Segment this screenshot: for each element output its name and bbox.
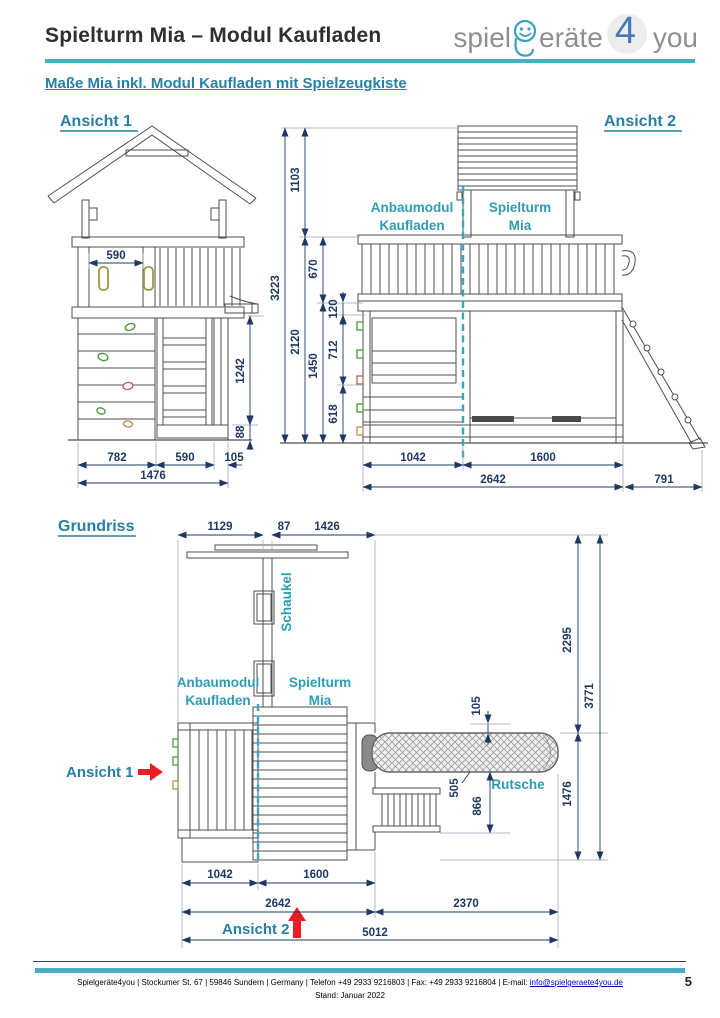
grab-handle — [622, 251, 635, 275]
footer-stand-line: Stand: Januar 2022 — [315, 991, 385, 1000]
dim-2295: 2295 — [562, 627, 574, 653]
ansicht1-reference-label: Ansicht 1 — [66, 764, 134, 781]
door-handle-right — [144, 267, 153, 290]
dim-1042: 1042 — [400, 452, 426, 464]
climbing-hold-icon — [96, 407, 106, 416]
dim-782: 782 — [107, 452, 127, 464]
module-label-kaufladen: Kaufladen — [379, 218, 445, 233]
climbing-hold-icon — [122, 382, 133, 391]
dim-590-bottom: 590 — [175, 452, 195, 464]
door-handle-left — [99, 267, 108, 290]
dim-5012: 5012 — [362, 927, 388, 939]
schaukel-label: Schaukel — [279, 572, 294, 632]
module-label-mia: Mia — [508, 218, 532, 233]
ansicht2-view — [270, 113, 708, 492]
dim-3771: 3771 — [584, 683, 596, 709]
dim-1129: 1129 — [207, 521, 233, 533]
footer-contact-line — [0, 978, 700, 987]
dim-3223: 3223 — [270, 275, 282, 301]
ansicht2-reference-label: Ansicht 2 — [222, 921, 290, 938]
dim-105: 105 — [224, 452, 244, 464]
climbing-holds — [96, 322, 136, 427]
ladder-top-view — [373, 788, 440, 832]
counter-bracket — [230, 296, 258, 304]
ansicht1-railing — [160, 248, 240, 306]
counter-shelf — [225, 304, 258, 313]
access-ladder — [622, 307, 705, 449]
dim-712: 712 — [328, 340, 340, 360]
logo-text-spiel: spiel — [453, 22, 512, 53]
logo-four: 4 — [607, 14, 647, 56]
ansicht1-label: Ansicht 1 — [60, 113, 133, 130]
dim-105-gap: 105 — [471, 696, 483, 716]
module-label-anbaumodul: Anbaumodul — [176, 675, 260, 690]
dim-2370: 2370 — [453, 898, 479, 910]
footer-top-line — [33, 961, 686, 962]
footer-email-link[interactable]: info@spielgeraete4you.de — [529, 978, 623, 987]
dim-866: 866 — [472, 796, 484, 816]
dim-2642: 2642 — [265, 898, 291, 910]
ansicht2-balusters — [362, 244, 614, 294]
dim-590-opening: 590 — [106, 250, 126, 262]
dim-791: 791 — [654, 474, 674, 486]
dim-618: 618 — [328, 404, 340, 424]
ansicht1-view — [48, 113, 264, 488]
dim-120: 120 — [328, 299, 340, 319]
logo-text-you: you — [652, 22, 698, 53]
ansicht1-structure — [48, 126, 258, 440]
dim-87: 87 — [277, 521, 291, 533]
grundriss-view — [58, 518, 608, 948]
ansicht1-dim-labels — [106, 250, 247, 482]
ansicht2-structure — [280, 126, 708, 449]
dim-1426: 1426 — [314, 521, 340, 533]
module-label-spielturm: Spielturm — [488, 200, 552, 215]
climbing-hold-icon — [97, 352, 108, 361]
dim-670: 670 — [308, 259, 320, 279]
page-number: 5 — [684, 974, 692, 989]
dim-88: 88 — [235, 425, 247, 439]
subtitle: Maße Mia inkl. Modul Kaufladen mit Spielzeugkiste — [45, 75, 407, 92]
grundriss-edge-holds — [173, 739, 178, 789]
dim-1242: 1242 — [235, 358, 247, 384]
module-label-anbaumodul: Anbaumodul — [370, 200, 454, 215]
logo-text-eraete: eräte — [539, 22, 603, 53]
module-label-spielturm: Spielturm — [288, 675, 352, 690]
dim-2642: 2642 — [480, 474, 506, 486]
climbing-hold-icon — [124, 322, 136, 331]
dim-1476-right: 1476 — [562, 781, 574, 807]
dim-1103: 1103 — [290, 167, 302, 193]
climbing-hold-icon — [123, 420, 133, 427]
rutsche-label: Rutsche — [491, 777, 545, 792]
dim-1600: 1600 — [303, 869, 329, 881]
dim-1042: 1042 — [207, 869, 233, 881]
dim-1476: 1476 — [140, 470, 166, 482]
module-label-mia: Mia — [308, 693, 332, 708]
dim-1600: 1600 — [530, 452, 556, 464]
grundriss-label: Grundriss — [58, 518, 135, 535]
ansicht2-dim-labels — [270, 168, 674, 486]
module-label-kaufladen: Kaufladen — [185, 693, 251, 708]
dim-505: 505 — [449, 778, 461, 798]
footer-contact-text: Spielgeräte4you | Stockumer St. 67 | 59846 Sundern | Germany | Telefon +49 2933 9216803 | Fax: +49 2933 9216804 | E-mail: — [77, 978, 530, 987]
footer-teal-rule — [35, 968, 685, 973]
ansicht2-edge-holds — [357, 322, 363, 435]
dim-2120: 2120 — [290, 329, 302, 355]
page-title: Spielturm Mia – Modul Kaufladen — [45, 24, 382, 47]
counter-top-view — [182, 838, 258, 862]
dim-1450: 1450 — [308, 353, 320, 379]
ansicht2-label: Ansicht 2 — [604, 113, 677, 130]
ansicht1-direction-arrow-icon — [138, 763, 163, 781]
grundriss-dim-labels — [207, 521, 596, 939]
